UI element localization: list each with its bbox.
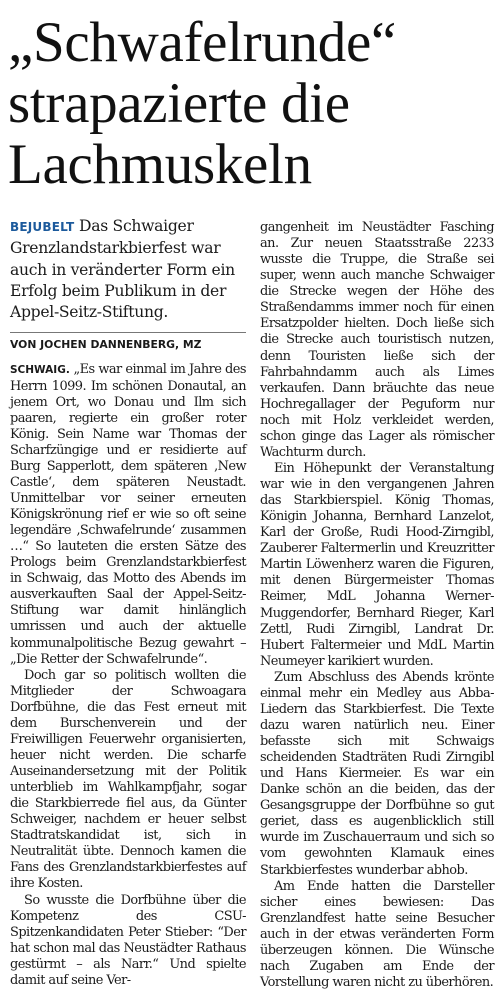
- kicker-label: BEJUBELT: [10, 220, 75, 234]
- left-column: [10, 216, 246, 989]
- paragraph-5: Ein Höhepunkt der Veranstaltung war wie in den vergangenen Jahren das Starkbierspiel. König Thomas, Königin Johanna, Bernhard Lanzelot, Karl der Große, Rudi Hood-Zirngibl, Zauberer Faltermerlin und Kreuzritter Martin Löwenherz waren die Figuren, mit denen Bürgermeister Thomas Reimer, MdL Johanna Werner-Muggendorfer, Bernhard Rieger, Karl Zettl, Rudi Zirngibl, Landrat Dr. Hubert Faltermeier und MdL Martin Neumeyer karikiert wurden.: [260, 460, 494, 669]
- paragraph-6: Zum Abschluss des Abends krönte einmal mehr ein Medley aus Abba-Liedern das Starkbierfest. Die Texte dazu waren natürlich neu. Einer befasste sich mit Schwaigs scheidenden Stadträten Rudi Zirngibl und Hans Kiermeier. Es war ein Danke schön an die beiden, das der Gesangsgruppe der Dorfbühne so gut geriet, dass es augenblicklich still wurde im Zuschauerraum und sich so vom gewohnten Klamauk eines Starkbierfestes wunderbar abhob.: [260, 669, 494, 878]
- paragraph-1-text: „Es war einmal im Jahre des Herrn 1099. Im schönen Donautal, an jenem Ort, wo Donau und Ilm sich paaren, regierte ein großer roter König. Sein Name war Thomas der Scharfzüngige und er residierte auf Burg Sapperlott, dem späteren ‚New Castle‘, dem späteren Neustadt. Unmittelbar vor seiner erneuten Königskrönung rief er wie so oft seine legendäre ‚Schwafelrunde‘ zusammen …“ So lauteten die ersten Sätze des Prologs beim Grenzlandstarkbierfest in Schwaig, das Motto des Abends im ausverkauften Saal der Appel-Seitz-Stiftung war damit hinlänglich umrissen und auch der aktuelle kommunalpolitische Bezug gewahrt – „Die Retter der Schwafelrunde“.: [10, 362, 246, 667]
- paragraph-3: So wusste die Dorfbühne über die Kompetenz des CSU-Spitzenkandidaten Peter Stieber: “Der hat schon mal das Neustädter Rathaus gestürmt – als Narr.“ Und spielte damit auf seine Ver-: [10, 892, 246, 988]
- headline-line-3: Lachmuskeln: [8, 133, 312, 196]
- paragraph-2: Doch gar so politisch wollten die Mitglieder der Schwoagara Dorfbühne, die das Fest erneut mit dem Burschenverein und der Freiwilligen Feuerwehr organisierten, heuer nicht werden. Die scharfe Auseinandersetzung mit der Politik unterblieb im Wahlkampfjahr, sogar die Starkbierrede fiel aus, da Günter Schweiger, nachdem er heuer selbst Stadtratskandidat ist, sich in Neutralität übte. Dennoch kamen die Fans des Grenzlandstarkbierfestes auf ihre Kosten.: [10, 667, 246, 892]
- paragraph-1: [10, 362, 246, 667]
- dateline: SCHWAIG.: [10, 364, 70, 377]
- byline: VON JOCHEN DANNENBERG, MZ: [10, 332, 246, 352]
- paragraph-7: Am Ende hatten die Darsteller sicher eines bewiesen: Das Grenzlandfest hatte seine Besucher auch in der etwas veränderten Form überzeugen können. Die Wünsche nach Zugaben am Ende der Vorstellung waren nicht zu überhören.: [260, 878, 494, 990]
- intro-paragraph: [10, 216, 246, 323]
- intro-text: Das Schwaiger Grenzlandstarkbierfest war auch in veränderter Form ein Erfolg beim Publikum in der Appel-Seitz-Stiftung.: [10, 217, 235, 322]
- right-column: [260, 220, 494, 991]
- headline-line-1: „Schwafelrunde“: [8, 11, 396, 74]
- left-body: [10, 362, 246, 988]
- article-headline: [8, 12, 494, 195]
- headline-line-2: strapazierte die: [8, 72, 350, 135]
- paragraph-4: gangenheit im Neustädter Fasching an. Zur neuen Staatsstraße 2233 wusste die Truppe, die Straße sei super, wenn auch manche Schwaiger die Strecke wegen der Höhe des Straßendamms immer noch für einen Ersatzpolder hielten. Doch ließe sich die Strecke auch touristisch nutzen, denn Touristen ließe sich der Fahrbahndamm auch als Limes verkaufen. Dann bräuchte das neue Hochregallager der Peguform nur noch mit Holz verkleidet werden, schon ginge das Lager als römischer Wachturm durch.: [260, 220, 494, 460]
